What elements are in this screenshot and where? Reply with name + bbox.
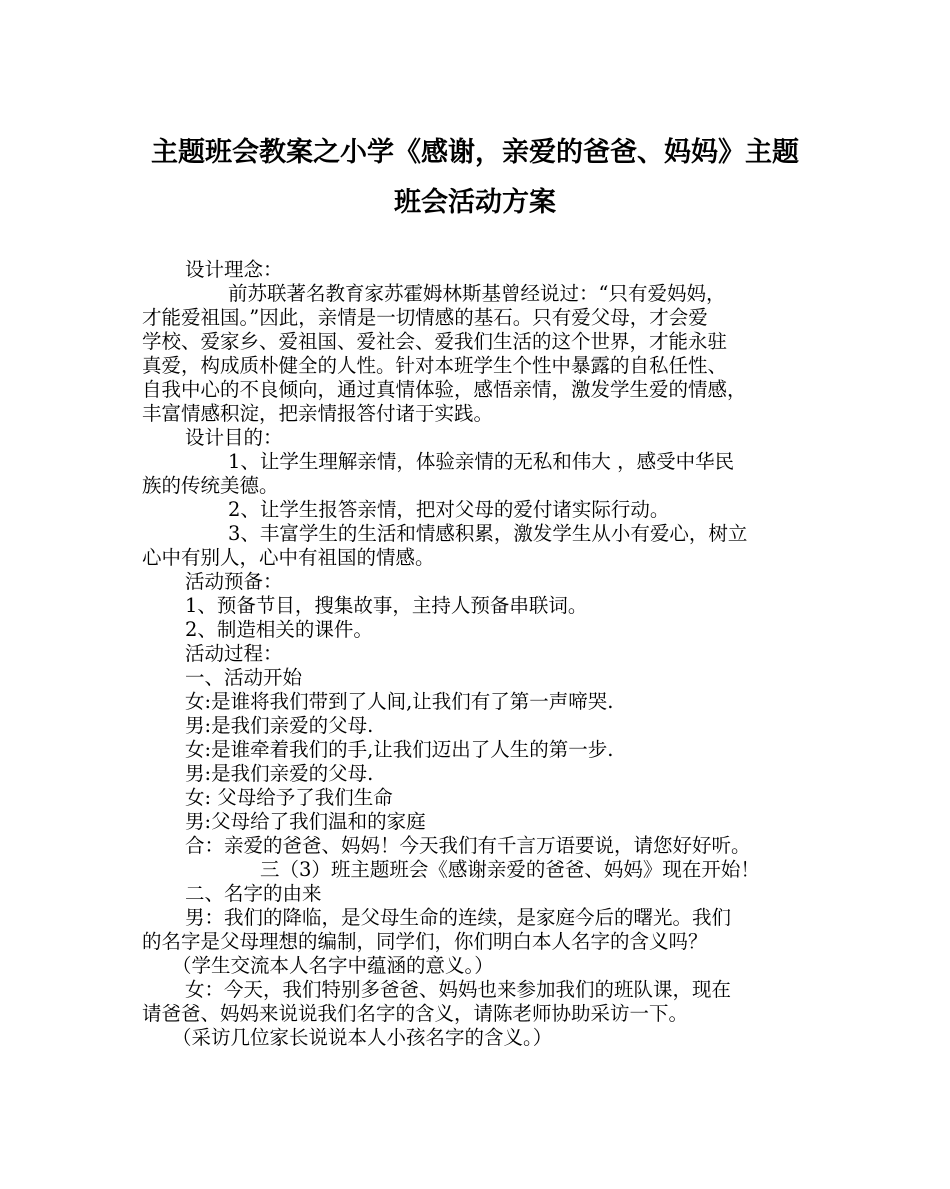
dialogue-line: 的名字是父母理想的编制，同学们，你们明白本人名字的含义吗？ xyxy=(142,930,708,953)
dialogue-line: 合：亲爱的爸爸、妈妈！今天我们有千言万语要说，请您好好听。 xyxy=(185,834,751,857)
section-heading: 活动过程： xyxy=(185,642,283,665)
section-heading: 设计理念： xyxy=(185,258,283,281)
dialogue-line: 女:是谁牵着我们的手,让我们迈出了人生的第一步. xyxy=(185,738,614,761)
dialogue-line: 女:是谁将我们带到了人间,让我们有了第一声啼哭. xyxy=(185,690,614,713)
paragraph-line: 丰富情感积淀，把亲情报答付诸于实践。 xyxy=(142,402,494,425)
subsection-heading: 二、名字的由来 xyxy=(185,882,322,905)
list-item: 3、丰富学生的生活和情感积累，激发学生从小有爱心，树立 xyxy=(228,522,748,545)
paragraph-line: 学校、爱家乡、爱祖国、爱社会、爱我们生活的这个世界，才能永驻 xyxy=(142,330,728,353)
stage-note: （采访几位家长说说本人小孩名字的含义。） xyxy=(172,1026,553,1049)
dialogue-line: 男:是我们亲爱的父母. xyxy=(185,762,374,785)
document-title xyxy=(140,128,810,228)
dialogue-line: 请爸爸、妈妈来说说我们名字的含义，请陈老师协助采访一下。 xyxy=(142,1002,689,1025)
paragraph-line: 真爱，构成质朴健全的人性。针对本班学生个性中暴露的自私任性、 xyxy=(142,354,728,377)
subsection-heading: 一、活动开始 xyxy=(185,666,303,689)
dialogue-line: 三（3）班主题班会《感谢亲爱的爸爸、妈妈》现在开始！ xyxy=(260,858,760,881)
stage-note: （学生交流本人名字中蕴涵的意义。） xyxy=(172,954,494,977)
section-heading: 设计目的： xyxy=(185,426,283,449)
dialogue-line: 男:父母给了我们温和的家庭 xyxy=(185,810,426,833)
dialogue-line: 女: 父母给予了我们生命 xyxy=(185,786,393,809)
dialogue-line: 女：今天，我们特别多爸爸、妈妈也来参加我们的班队课，现在 xyxy=(185,978,732,1001)
list-item-continuation: 心中有别人，心中有祖国的情感。 xyxy=(142,546,435,569)
list-item: 2、制造相关的课件。 xyxy=(185,618,373,641)
title-line-2: 班会活动方案 xyxy=(394,187,556,218)
paragraph-line: 前苏联著名教育家苏霍姆林斯基曾经说过：“只有爱妈妈， xyxy=(228,282,726,305)
list-item: 1、预备节目，搜集故事，主持人预备串联词。 xyxy=(185,594,588,617)
list-item-continuation: 族的传统美德。 xyxy=(142,474,279,497)
dialogue-line: 男:是我们亲爱的父母. xyxy=(185,714,374,737)
title-line-1: 主题班会教案之小学《感谢，亲爱的爸爸、妈妈》主题 xyxy=(151,137,799,168)
paragraph-line: 自我中心的不良倾向，通过真情体验，感悟亲情，激发学生爱的情感， xyxy=(142,378,747,401)
list-item: 2、让学生报答亲情，把对父母的爱付诸实际行动。 xyxy=(228,498,670,521)
list-item: 1、让学生理解亲情，体验亲情的无私和伟大 ，感受中华民 xyxy=(228,450,735,473)
dialogue-line: 男：我们的降临，是父母生命的连续，是家庭今后的曙光。我们 xyxy=(185,906,732,929)
section-heading: 活动预备： xyxy=(185,570,283,593)
document-body xyxy=(142,258,822,1050)
paragraph-line: 才能爱祖国。”因此，亲情是一切情感的基石。只有爱父母，才会爱 xyxy=(142,306,708,329)
